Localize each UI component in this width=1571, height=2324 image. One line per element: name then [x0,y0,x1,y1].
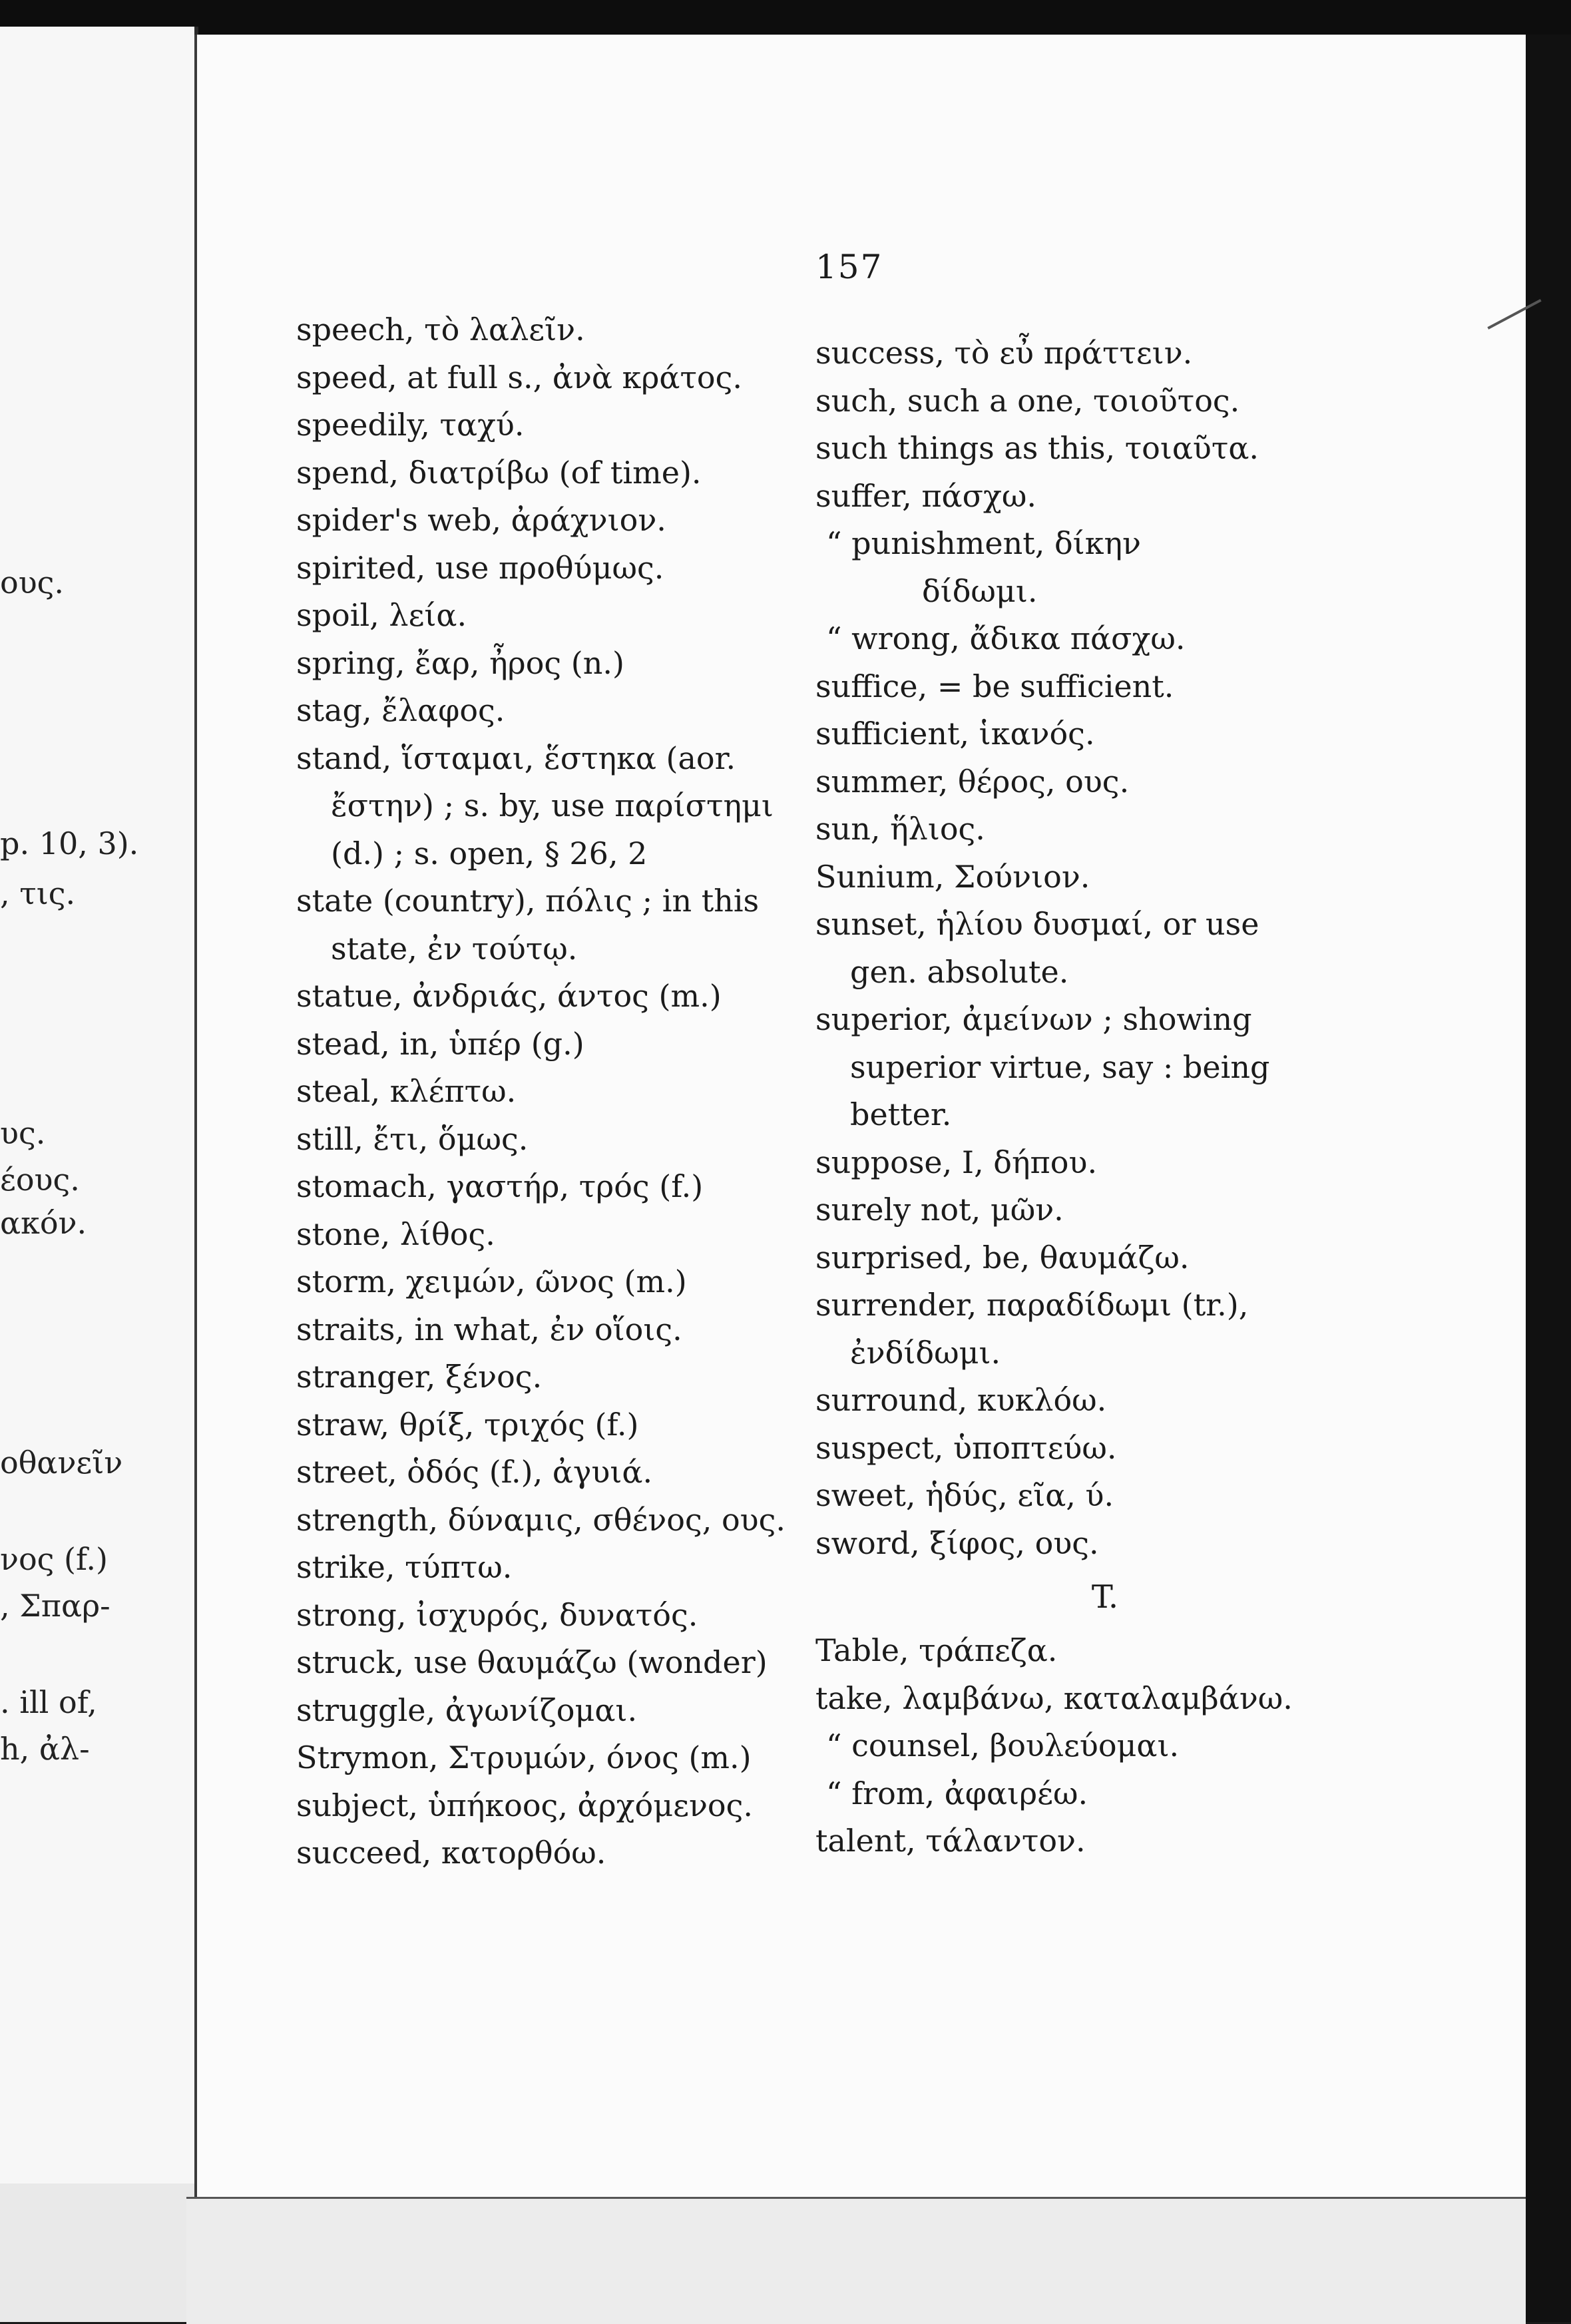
dictionary-entry: sunset, ἡλίου δυσμαί, or use [815,906,1259,942]
dictionary-entry: stomach, γαστήρ, τρός (f.) [296,1168,704,1204]
dictionary-entry: spring, ἔαρ, ἦρος (n.) [296,644,624,681]
dictionary-entry: sun, ἥλιος. [815,811,985,847]
right-column [815,330,1341,1865]
dictionary-entry: stranger, ξένος. [296,1359,543,1395]
dictionary-entry: speedily, ταχύ. [296,407,525,443]
fragment-line: p. 10, 3). [0,825,139,861]
dictionary-entry: summer, θέρος, ους. [815,763,1130,800]
fragment-line: , τις. [0,875,76,911]
dictionary-entry: surprised, be, θαυμάζω. [815,1239,1190,1276]
dictionary-entry: stand, ἵσταμαι, ἕστηκα (aor. [296,740,736,776]
entry-continuation: gen. absolute. [850,953,1069,990]
fragment-line: . ill of, [0,1684,97,1720]
entry-continuation: δίδωμι. [922,573,1038,609]
dictionary-entry: suffice, = be sufficient. [815,668,1174,704]
dictionary-entry: suspect, ὑποπτεύω. [815,1429,1117,1466]
dictionary-entry: spirited, use προθύμως. [296,549,664,586]
entry-continuation: state, ἐν τούτῳ. [331,930,578,967]
dictionary-entry: spoil, λεία. [296,597,467,633]
entry-continuation: superior virtue, say : being [850,1048,1270,1085]
dictionary-entry: sword, ξίφος, ους. [815,1524,1099,1561]
dictionary-entry: struggle, ἀγωνίζομαι. [296,1692,638,1728]
fragment-line: έους. [0,1162,80,1198]
dictionary-entry: surround, κυκλόω. [815,1382,1107,1418]
dictionary-entry: Sunium, Σούνιον. [815,858,1090,895]
dictionary-entry: still, ἔτι, ὅμως. [296,1120,529,1157]
page-bottom-edge [186,2197,1526,2324]
previous-page-edge [0,2184,194,2322]
dictionary-entry: success, τὸ εὖ πράττειν. [815,335,1193,371]
dictionary-entry: straits, in what, ἐν οἵοις. [296,1311,682,1347]
section-letter-heading: T. [1091,1578,1119,1616]
ditto-entry: “ counsel, βουλεύομαι. [826,1728,1180,1763]
scan-border-top [0,0,1571,35]
entry-continuation: ἔστην) ; s. by, use παρίστημι [331,788,774,823]
ditto-entry: “ punishment, δίκην [826,525,1141,561]
fragment-line: , Σπαρ- [0,1588,111,1624]
left-column [296,306,829,1877]
dictionary-entry: spider's web, ἀράχνιον. [296,502,666,538]
fragment-line: ακόν. [0,1205,87,1241]
dictionary-entry: stead, in, ὑπέρ (g.) [296,1025,584,1062]
dictionary-entry: statue, ἀνδριάς, άντος (m.) [296,978,722,1014]
scan-border-right [1526,35,1571,2322]
fragment-line: h, ἀλ- [0,1731,90,1767]
dictionary-entry: speed, at full s., ἀνὰ κράτος. [296,359,742,395]
dictionary-entry: stag, ἔλαφος. [296,692,505,728]
dictionary-entry: subject, ὑπήκοος, ἀρχόμενος. [296,1787,754,1823]
fragment-line: οθανεῖν [0,1445,123,1481]
dictionary-entry: speech, τὸ λαλεῖν. [296,312,585,348]
fragment-line: νος (f.) [0,1541,108,1577]
dictionary-entry: superior, ἀμείνων ; showing [815,1001,1252,1037]
entry-continuation: (d.) ; s. open, § 26, 2 [331,835,648,871]
dictionary-entry: surrender, παραδίδωμι (tr.), [815,1287,1249,1323]
dictionary-entry: succeed, κατορθόω. [296,1835,606,1871]
fragment-line: υς. [0,1115,46,1151]
dictionary-entry: strong, ἰσχυρός, δυνατός. [296,1596,698,1633]
dictionary-entry: sufficient, ἱκανός. [815,716,1095,752]
dictionary-entry: talent, τάλαντον. [815,1823,1086,1859]
dictionary-entry: sweet, ἡδύς, εῖα, ύ. [815,1477,1114,1513]
page-number: 157 [815,248,883,286]
dictionary-entry: spend, διατρίβω (of time). [296,454,702,491]
entry-continuation: better. [850,1096,952,1132]
ditto-entry: “ wrong, ἄδικα πάσχω. [826,620,1186,656]
dictionary-entry: suffer, πάσχω. [815,477,1037,514]
dictionary-entry: stone, λίθος. [296,1216,495,1252]
dictionary-entry: straw, θρίξ, τριχός (f.) [296,1406,639,1443]
dictionary-entry: take, λαμβάνω, καταλαμβάνω. [815,1680,1293,1716]
fragment-line: ους. [0,565,65,600]
dictionary-entry: suppose, I, δήπου. [815,1144,1098,1180]
ditto-entry: “ from, ἀφαιρέω. [826,1775,1088,1811]
dictionary-entry: such things as this, τοιαῦτα. [815,430,1259,466]
dictionary-entry: steal, κλέπτω. [296,1073,517,1109]
dictionary-entry: street, ὁδός (f.), ἀγυιά. [296,1454,653,1490]
previous-page-fragment [0,27,198,2184]
dictionary-entry: Strymon, Στρυμών, όνος (m.) [296,1740,752,1775]
dictionary-entry: struck, use θαυμάζω (wonder) [296,1644,768,1680]
dictionary-entry: such, such a one, τοιοῦτος. [815,382,1240,419]
dictionary-entry: strength, δύναμις, σθένος, ους. [296,1501,786,1538]
dictionary-entry: state (country), πόλις ; in this [296,883,760,919]
dictionary-entry: strike, τύπτω. [296,1549,513,1585]
dictionary-entry: Table, τράπεζα. [815,1632,1058,1668]
dictionary-entry: surely not, μῶν. [815,1192,1064,1228]
dictionary-entry: storm, χειμών, ῶνος (m.) [296,1264,687,1299]
entry-continuation: ἐνδίδωμι. [850,1334,1001,1371]
